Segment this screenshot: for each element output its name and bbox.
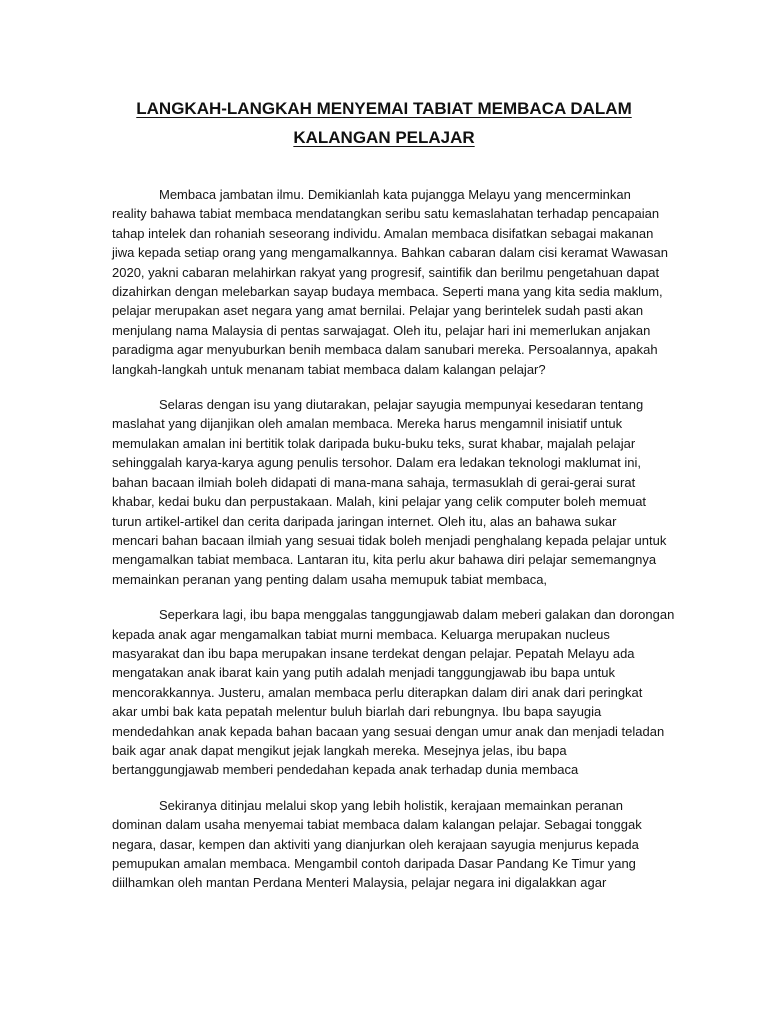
text-line: khabar, kedai buku dan perpustakaan. Malah, kini pelajar yang celik computer boleh memuat — [112, 494, 647, 510]
text-line: maslahat yang dijanjikan oleh amalan membaca. Mereka harus mengamnil inisiatif untuk — [112, 416, 623, 432]
text-line: tahap intelek dan rohaniah seseorang individu. Amalan membaca disifatkan sebagai makanan — [112, 225, 654, 241]
text-line: mengamalkan tabiat membaca. Lantaran itu, kita perlu akur bahawa diri pelajar sememangnya — [112, 552, 657, 568]
text-line: bertanggungjawab memberi pendedahan kepada anak terhadap dunia membaca — [112, 762, 579, 778]
text-line: memulakan amalan ini bertitik tolak daripada buku-buku teks, surat khabar, majalah pelajar — [112, 435, 636, 451]
text-line: Membaca jambatan ilmu. Demikianlah kata pujangga Melayu yang mencerminkan — [159, 187, 631, 202]
text-line: 2020, yakni cabaran melahirkan rakyat yang progresif, saintifik dan berilmu pengetahuan dapat — [112, 264, 660, 280]
text-line: mendedahkan anak kepada bahan bacaan yang sesuai dengan umur anak dan menjadi teladan — [112, 723, 665, 739]
text-line: dizahirkan dengan melebarkan sayap budaya membaca. Seperti mana yang kita sedia maklum, — [112, 284, 663, 300]
text-line: mencorakkannya. Justeru, amalan membaca perlu diterapkan dalam diri anak dari peringkat — [112, 684, 643, 700]
text-line: Sekiranya ditinjau melalui skop yang lebih holistik, kerajaan memainkan peranan — [159, 797, 623, 813]
text-line: Selaras dengan isu yang diutarakan, pelajar sayugia mempunyai kesedaran tentang — [159, 397, 644, 413]
text-line: paradigma agar menyuburkan benih membaca dalam sanubari mereka. Persoalannya, apakah — [112, 342, 658, 358]
paragraph-2 — [112, 395, 667, 589]
text-line: pemupukan amalan membaca. Mengambil contoh daripada Dasar Pandang Ke Timur yang — [112, 856, 636, 871]
paragraph-1 — [112, 185, 668, 379]
text-line: jiwa kepada setiap orang yang mengamalkannya. Bahkan cabaran dalam cisi keramat Wawasan — [112, 245, 668, 261]
text-line: reality bahawa tabiat membaca mendatangkan seribu satu kemaslahatan terhadap pencapaian — [112, 206, 660, 222]
text-line: menjulang nama Malaysia di pentas sarwajagat. Oleh itu, pelajar hari ini memerlukan anjakan — [112, 322, 651, 338]
title-line-2: KALANGAN PELAJAR — [293, 128, 475, 147]
title-line-1: LANGKAH-LANGKAH MENYEMAI TABIAT MEMBACA DALAM — [136, 99, 632, 118]
text-line: kepada anak agar mengamalkan tabiat murni membaca. Keluarga merupakan nucleus — [112, 626, 610, 642]
text-line: baik agar anak dapat mengikut jejak langkah mereka. Mesejnya jelas, ibu bapa — [112, 742, 567, 758]
text-line: masyarakat dan ibu bapa merupakan insane terdekat dengan pelajar. Pepatah Melayu ada — [112, 645, 635, 661]
text-line: sehinggalah karya-karya agung penulis tersohor. Dalam era ledakan teknologi maklumat ini, — [112, 455, 641, 471]
text-line: Seperkara lagi, ibu bapa menggalas tanggungjawab dalam meberi galakan dan dorongan — [159, 607, 675, 623]
text-line: mengatakan anak ibarat kain yang putih adalah menjadi tanggungjawab ibu bapa untuk — [112, 665, 616, 681]
text-line: bahan bacaan ilmiah boleh didapati di mana-mana sahaja, termasuklah di gerai-gerai surat — [112, 474, 636, 490]
paragraph-3 — [112, 605, 675, 780]
document-title — [110, 94, 658, 152]
paragraph-4 — [112, 796, 656, 893]
document-body — [112, 185, 675, 909]
text-line: diilhamkan oleh mantan Perdana Menteri Malaysia, pelajar negara ini digalakkan agar — [112, 875, 607, 891]
text-line: akar umbi bak kata pepatah melentur buluh biarlah dari rebungnya. Ibu bapa sayugia — [112, 704, 602, 720]
text-line: turun artikel-artikel dan cerita daripada jaringan internet. Oleh itu, alas an bahawa sukar — [112, 513, 617, 529]
text-line: langkah-langkah untuk menanam tabiat membaca dalam kalangan pelajar? — [112, 361, 546, 377]
text-line: negara, dasar, kempen dan aktiviti yang dianjurkan oleh kerajaan sayugia menjurus kepada — [112, 836, 639, 852]
text-line: dominan dalam usaha menyemai tabiat membaca dalam kalangan pelajar. Sebagai tonggak — [112, 817, 642, 833]
text-line: pelajar merupakan aset negara yang amat bernilai. Pelajar yang berintelek sudah pasti akan — [112, 303, 644, 319]
text-line: memainkan peranan yang penting dalam usaha memupuk tabiat membaca, — [112, 571, 548, 587]
text-line: mencari bahan bacaan ilmiah yang sesuai tidak boleh menjadi penghalang kepada pelajar untuk — [112, 532, 667, 548]
